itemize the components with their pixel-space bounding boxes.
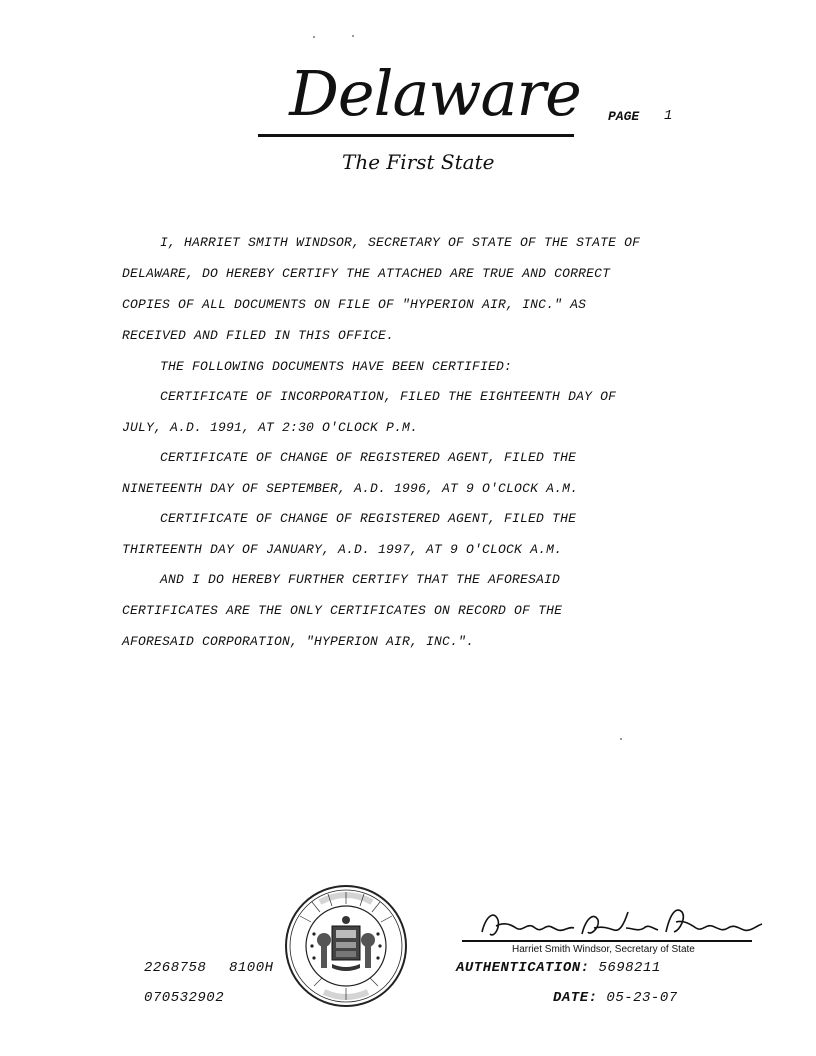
body-line: NINETEENTH DAY OF SEPTEMBER, A.D. 1996, AT 9 O'CLOCK A.M. <box>122 481 579 496</box>
body-line: CERTIFICATE OF CHANGE OF REGISTERED AGENT, FILED THE <box>160 511 577 526</box>
page-label: PAGE <box>608 109 640 124</box>
filing-code: 8100H <box>229 960 274 976</box>
body-line: AND I DO HEREBY FURTHER CERTIFY THAT THE AFORESAID <box>160 572 561 587</box>
secretary-of-state-seal <box>284 884 408 1008</box>
body-line: JULY, A.D. 1991, AT 2:30 O'CLOCK P.M. <box>122 420 419 435</box>
body-line: CERTIFICATE OF INCORPORATION, FILED THE EIGHTEENTH DAY OF <box>160 389 617 404</box>
file-number: 2268758 <box>144 960 207 976</box>
scan-speck <box>352 35 354 37</box>
scan-speck <box>313 36 315 38</box>
body-line: CERTIFICATES ARE THE ONLY CERTIFICATES ON RECORD OF THE <box>122 603 563 618</box>
body-line: I, HARRIET SMITH WINDSOR, SECRETARY OF STATE OF THE STATE OF <box>160 235 641 250</box>
date-row <box>553 990 678 1006</box>
document-number: 070532902 <box>144 990 225 1006</box>
authentication-row <box>456 960 661 976</box>
signatory-caption: Harriet Smith Windsor, Secretary of State <box>512 944 695 955</box>
scan-speck <box>620 738 622 740</box>
seal-icon <box>284 884 408 1008</box>
date-value: 05-23-07 <box>606 990 678 1006</box>
state-tagline: The First State <box>342 150 495 174</box>
body-line: RECEIVED AND FILED IN THIS OFFICE. <box>122 328 395 343</box>
body-line: DELAWARE, DO HEREBY CERTIFY THE ATTACHED ARE TRUE AND CORRECT <box>122 266 611 281</box>
state-name-masthead: Delaware <box>289 57 581 130</box>
masthead-rule <box>258 134 574 137</box>
authentication-label: AUTHENTICATION: <box>456 960 590 976</box>
signature-line <box>462 940 752 942</box>
page-number: 1 <box>664 108 673 124</box>
body-line: AFORESAID CORPORATION, "HYPERION AIR, INC.". <box>122 634 475 649</box>
date-label: DATE: <box>553 990 598 1006</box>
body-line: THE FOLLOWING DOCUMENTS HAVE BEEN CERTIFIED: <box>160 359 513 374</box>
body-line: CERTIFICATE OF CHANGE OF REGISTERED AGENT, FILED THE <box>160 450 577 465</box>
authentication-number: 5698211 <box>598 960 661 976</box>
body-line: COPIES OF ALL DOCUMENTS ON FILE OF "HYPERION AIR, INC." AS <box>122 297 587 312</box>
body-line: THIRTEENTH DAY OF JANUARY, A.D. 1997, AT 9 O'CLOCK A.M. <box>122 542 563 557</box>
